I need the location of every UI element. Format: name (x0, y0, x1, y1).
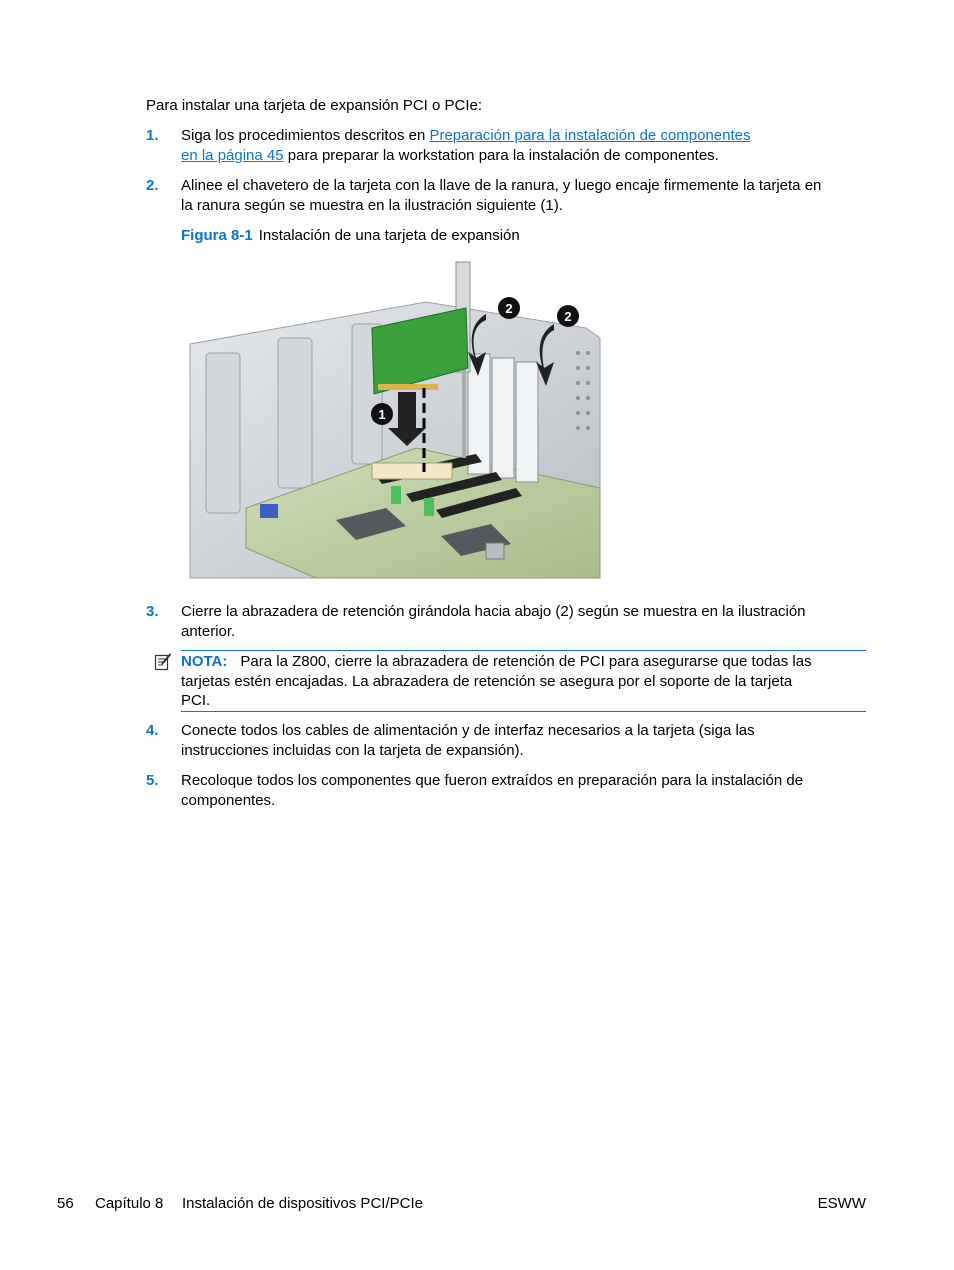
figure-label: Figura 8-1 (181, 227, 253, 244)
step-1-pre: Siga los procedimientos descritos en (181, 127, 430, 144)
step-number: 4. (146, 722, 159, 739)
intro-text: Para instalar una tarjeta de expansión PCI o PCIe: (146, 97, 483, 114)
footer-chapter: Capítulo 8 (95, 1195, 164, 1212)
step-1-text (181, 126, 871, 165)
step-4-line: instrucciones incluidas con la tarjeta de expansión). (181, 741, 524, 759)
step-5-line: componentes. (181, 791, 276, 809)
footer-chapter-title: Instalación de dispositivos PCI/PCIe (182, 1195, 423, 1212)
page-reference-link[interactable]: en la página 45 (181, 146, 284, 164)
note-icon (154, 653, 172, 671)
step-4-text (181, 721, 871, 760)
step-number: 1. (146, 127, 159, 144)
note-line: PCI. (181, 692, 211, 709)
step-number: 2. (146, 177, 159, 194)
note-box (181, 650, 866, 712)
step-2-text (181, 176, 871, 215)
note-line: tarjetas estén encajadas. La abrazadera de retención se asegura por el soporte de la tarjeta (181, 672, 793, 690)
page-number: 56 (57, 1195, 74, 1212)
step-3-line: anterior. (181, 622, 236, 640)
step-3-line: Cierre la abrazadera de retención girándola hacia abajo (2) según se muestra en la ilustración (181, 603, 806, 620)
step-1-post: para preparar la workstation para la instalación de componentes. (283, 146, 719, 164)
note-label: NOTA: (181, 653, 228, 670)
footer-locale: ESWW (817, 1195, 866, 1212)
step-number: 3. (146, 603, 159, 620)
callout-1: 1 (378, 407, 386, 422)
figure-caption-text: Instalación de una tarjeta de expansión (258, 227, 520, 244)
step-5-line: Recoloque todos los componentes que fueron extraídos en preparación para la instalación de (181, 772, 804, 789)
step-2-line: la ranura según se muestra en la ilustración siguiente (1). (181, 196, 563, 214)
callout-2a: 2 (505, 301, 513, 316)
pci-card-installation-illustration (186, 258, 604, 583)
step-3-text (181, 602, 871, 641)
note-line: Para la Z800, cierre la abrazadera de retención de PCI para asegurarse que todas las (240, 653, 812, 670)
cross-reference-link[interactable]: Preparación para la instalación de componentes (429, 127, 751, 144)
figure-caption (181, 226, 520, 246)
step-2-line: Alinee el chavetero de la tarjeta con la llave de la ranura, y luego encaje firmemente la tarjeta en (181, 177, 822, 194)
step-4-line: Conecte todos los cables de alimentación y de interfaz necesarios a la tarjeta (siga las (181, 722, 755, 739)
callout-2b: 2 (564, 309, 572, 324)
step-5-text (181, 771, 871, 810)
step-number: 5. (146, 772, 159, 789)
